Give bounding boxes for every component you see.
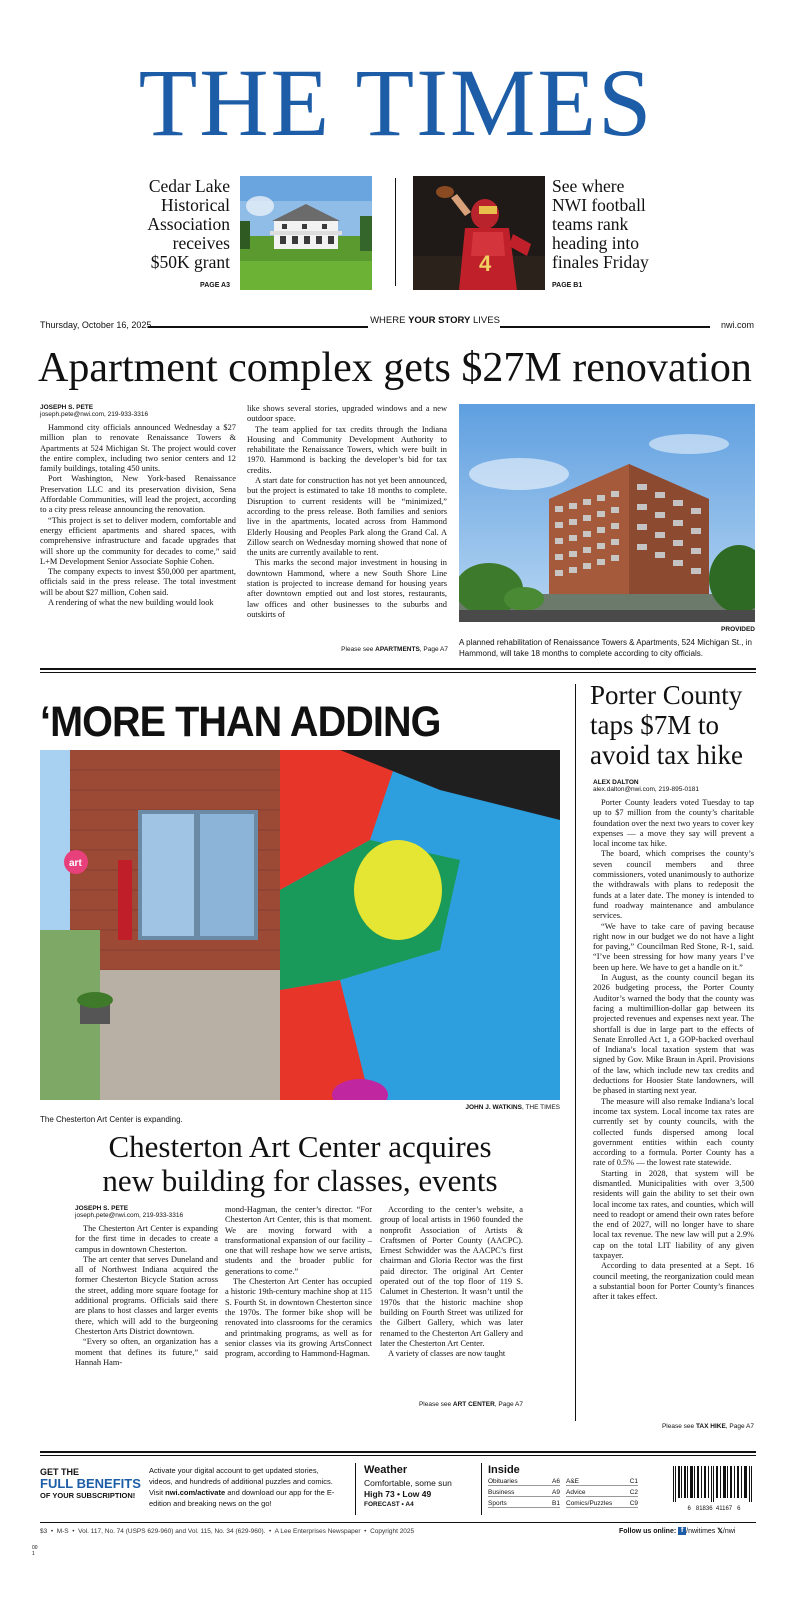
- paragraph: mond-Hagman, the center’s director. “For Chesterton Art Center, this is that moment. We are moving forward with a transformational expansion of our facility – one that will reshape how we serve artists, students and the broader public for generations to come.”: [225, 1205, 372, 1276]
- art-sign-text: art: [69, 858, 82, 869]
- paragraph: The Chesterton Art Center is expanding for the first time in decades to create a campus in downtown Chesterton.: [75, 1224, 218, 1254]
- story2-byline: [75, 1205, 183, 1219]
- credit-name: JOHN J. WATKINS: [465, 1104, 522, 1111]
- story3-headline[interactable]: [590, 680, 760, 770]
- x-handle: /nwi: [722, 1528, 736, 1535]
- paragraph: In August, as the county council began its 2026 budgeting process, the Porter County Auditor’s warned the body that the county was facing a multimillion-dollar gap between its projected revenues and expenses next year. The shortfall is due in large part to the effects of Senate Enrolled Act 1, a GOP-backed overhaul of Indiana’s local taxation system that was signed by Gov. Mike Braun in April. Provisions of the law, which include new tax credits and deductions for Hoosier State landowners, will be phased in starting next year.: [593, 973, 754, 1096]
- byline-email[interactable]: alex.dalton@nwi.com, 219-895-0181: [593, 786, 699, 793]
- paragraph: According to the center’s website, a group of local artists in 1960 founded the nonprofit Association of Artists & Craftsmen of Porter County (AACPC). Ernest Schwidder was the AACPC’s first chairman and Gloria Rector was the first paid director. The original Art Center operated out of the top floor of 119 S. Calumet in Chesterton. It wasn’t until the 1970s that the historic machine shop building on Fourth Street was utilized for the Gilbert Gallery, which was later renamed to the Chesterton Art Gallery and later the Chesterton Art Center.: [380, 1205, 523, 1348]
- headline-line: Porter County: [590, 680, 743, 710]
- teaser-right-line: See where: [552, 176, 625, 196]
- teaser-left-line: Historical: [160, 195, 230, 215]
- inside-item[interactable]: [488, 1478, 560, 1486]
- promo-full: FULL BENEFITS: [40, 1476, 141, 1491]
- story1-caption: A planned rehabilitation of Renaissance Towers & Apartments, 524 Michigan St., in Hammond, will take 18 months to complete according to city officials.: [459, 638, 752, 658]
- byline-name: ALEX DALTON: [593, 779, 639, 786]
- footer-rule: [40, 1451, 756, 1453]
- follow-label: Follow us online:: [619, 1528, 677, 1535]
- jump-post: , Page A7: [494, 1401, 523, 1408]
- promo-link[interactable]: nwi.com/activate: [165, 1488, 226, 1497]
- paragraph: “Every so often, an organization has a moment that defines its future,” said Hannah Ham-: [75, 1337, 218, 1367]
- paragraph: “This project is set to deliver modern, comfortable and energy efficient apartments and shared spaces, with comprehensive infrastructure and facade upgrades that will shore up the community for decades to come,” said L+M Development Senior Associate Sophie Cohen.: [40, 515, 236, 566]
- paragraph: A variety of classes are now taught: [388, 1349, 506, 1359]
- tagline-pre: WHERE: [370, 315, 409, 326]
- promo-text: [149, 1465, 339, 1509]
- paragraph: Porter County leaders voted Tuesday to tap up to $7 million from the county’s charitable foundation over the next two years to cover key expenses — a move they say will prevent a local income tax hike.: [593, 798, 754, 849]
- headline-line: new building for classes, events: [102, 1163, 498, 1198]
- facebook-link[interactable]: [678, 1528, 715, 1535]
- promo-get: GET THE: [40, 1467, 80, 1477]
- paragraph: The board, which comprises the county’s seven council members and three commissioners, voted unanimously to authorize the withdrawals with plans to redeposit the funds at a later date. The money is intended to fund roadway maintenance and ambulance services.: [593, 849, 754, 921]
- byline-email[interactable]: joseph.pete@nwi.com, 219-933-3316: [75, 1212, 184, 1219]
- story2-caption: The Chesterton Art Center is expanding.: [40, 1115, 183, 1124]
- paragraph: “We have to take care of paving because right now in our budget we do not have a light for paving,” Councilman Red Stone, R-1, said. “I’ve been stressing for how many years I’ve been up here. We have to get a handle on it.”: [593, 921, 754, 972]
- jump-pre: Please see: [341, 646, 376, 653]
- paragraph: like shows several stories, upgraded windows and a new outdoor space.: [247, 404, 447, 424]
- mural-building-photo: [40, 750, 560, 1100]
- teaser-left-line: Association: [147, 214, 230, 234]
- barcode-digits: 6 81836 41167 6: [687, 1506, 741, 1512]
- jump-pre: Please see: [661, 1423, 696, 1430]
- site-url[interactable]: nwi.com: [720, 320, 754, 330]
- inside-title: Inside: [488, 1464, 520, 1476]
- historic-house-image: [240, 176, 372, 290]
- inside-item-name: A&E: [566, 1478, 580, 1485]
- apartment-building-rendering: [459, 404, 755, 622]
- promo-text-post: and download our app for the E-edition and breaking news on the go!: [149, 1488, 335, 1508]
- jump-post: , Page A7: [725, 1423, 754, 1430]
- teaser-left-headline[interactable]: [140, 177, 230, 272]
- football-player-image: [413, 176, 545, 290]
- inside-item-name: Sports: [488, 1500, 507, 1507]
- inside-item-page: C1: [629, 1478, 638, 1485]
- inside-item-name: Advice: [566, 1489, 586, 1496]
- footer-divider: [481, 1463, 482, 1515]
- column-divider: [575, 684, 576, 1421]
- inside-item[interactable]: [566, 1489, 638, 1497]
- byline-email[interactable]: joseph.pete@nwi.com, 219-933-3316: [40, 411, 149, 418]
- paragraph: Starting in 2028, that system will be dismantled. Municipalities with over 3,500 residents will gain the ability to set their own local income tax rates, and counties, which will need to readopt or amend their own rates before the end of 2027, will no longer have to share local tax revenue. The new law will put a 2.9% cap on the total LIT liability of any given taxpayer.: [593, 1168, 754, 1261]
- story2-column-1: [75, 1224, 218, 1368]
- paragraph: This marks the second major investment in housing in downtown Hammond, where a new South Shore Line station is projected to increase demand for housing years after downtown emptied out and lost stores, restaurants, law offices and other businesses to the suburbs and outskirts of: [247, 558, 447, 619]
- inside-item-name: Obituaries: [488, 1478, 518, 1485]
- story3-byline: [593, 779, 699, 793]
- teaser-left-line: $50K grant: [150, 252, 230, 272]
- x-link[interactable]: [717, 1528, 735, 1535]
- facebook-handle: /nwitimes: [686, 1528, 716, 1535]
- corner-code-line: 00: [32, 1545, 38, 1551]
- inside-item-page: A6: [552, 1478, 560, 1485]
- teaser-left-photo[interactable]: [240, 176, 372, 290]
- paragraph: The Chesterton Art Center has occupied a historic 19th-century machine shop at 115 S. Fourth St. in downtown Chesterton since the 1970s. The former bike shop will be renovated into classrooms for the ceramics and printmaking programs, as well as for senior classes via its growing ArtsConnect program, according to Hammond-Hagman.: [225, 1277, 372, 1359]
- paragraph: The team applied for tax credits through the Indiana Housing and Community Development Authority to rehabilitate the Renaissance Towers, which were built in 1970. Hammond is backing the developer’s bid for tax credits.: [247, 424, 447, 475]
- inside-list: [488, 1478, 638, 1514]
- teaser-right-line: teams rank: [552, 214, 629, 234]
- jump-post: , Page A7: [419, 646, 448, 653]
- issue-info: $3 • M-S • Vol. 117, No. 74 (USPS 629-960) and Vol. 115, No. 34 (629-960). • A Lee Enterprises Newspaper • Copyright 2025: [40, 1528, 415, 1535]
- weather-forecast: FORECAST • A4: [364, 1501, 414, 1508]
- inside-item-name: Comics/Puzzles: [566, 1500, 613, 1507]
- dateline-rule-left: [148, 326, 368, 328]
- jump-bold: TAX HIKE: [695, 1423, 726, 1430]
- promo-text-pre: Activate your digital account to get updated stories, videos, and hundreds of additional puzzles and comics. Visit: [149, 1466, 333, 1497]
- facebook-icon: f: [678, 1527, 686, 1535]
- dateline-rule-right: [500, 326, 710, 328]
- x-icon: 𝕏: [717, 1528, 723, 1535]
- date-text: Thursday, October 16, 2025: [40, 320, 152, 330]
- tagline-bold: YOUR STORY: [408, 315, 471, 326]
- story1-headline[interactable]: Apartment complex gets $27M renovation: [38, 345, 752, 391]
- inside-item-name: Business: [488, 1489, 515, 1496]
- byline-name: JOSEPH S. PETE: [40, 404, 94, 411]
- paragraph: A start date for construction has not yet been announced, but the project is estimated to take 18 months to complete. Disruption to current residents will be “minimized,” according to the press release. Both families and seniors live in the apartments, located across from Hammond Elderly Housing and Peoples Park along the Grand Cal. A Zillow search on Wednesday morning showed that none of the units are currently available to rent.: [247, 476, 447, 558]
- story1-photo[interactable]: [459, 404, 755, 622]
- inside-item-page: B1: [552, 1500, 560, 1507]
- weather-title: Weather: [364, 1464, 408, 1476]
- story3-body: [593, 798, 754, 1303]
- teaser-right-page: PAGE B1: [552, 282, 583, 289]
- teaser-right-headline[interactable]: [552, 177, 662, 272]
- paragraph: According to data presented at a Sept. 16 council meeting, the reorganization could mean a substantial boon for Porter County’s finances after it takes effect.: [593, 1261, 754, 1302]
- teaser-right-line: NWI football: [552, 195, 646, 215]
- barcode-icon: [671, 1466, 757, 1502]
- masthead-title: THE TIMES: [138, 49, 654, 156]
- story2-headline[interactable]: [40, 1130, 560, 1198]
- section-rule: [40, 672, 756, 673]
- story2-column-2: [225, 1205, 372, 1359]
- headline-line: Chesterton Art Center acquires: [108, 1129, 492, 1164]
- inside-item-page: A9: [552, 1489, 560, 1496]
- story2-photo[interactable]: [40, 750, 560, 1100]
- headline-line: avoid tax hike: [590, 740, 743, 770]
- inside-item-page: C2: [629, 1489, 638, 1496]
- story2-kicker[interactable]: ‘MORE THAN ADDING: [40, 698, 441, 746]
- credit-org: , THE TIMES: [521, 1104, 560, 1111]
- teaser-right-line: finales Friday: [552, 252, 649, 272]
- inside-item[interactable]: [488, 1500, 560, 1508]
- corner-code: [32, 1545, 38, 1557]
- tagline: [370, 315, 500, 326]
- story1-byline: [40, 404, 148, 418]
- corner-code-line: 1: [32, 1551, 35, 1557]
- jump-pre: Please see: [418, 1401, 453, 1408]
- paragraph: The company expects to invest $50,000 per apartment, officials said in the press release. The total investment will be about $27 million, Cohen said.: [40, 567, 236, 597]
- story1-photo-credit: PROVIDED: [721, 626, 755, 633]
- footer-rule: [40, 1455, 756, 1456]
- masthead: [0, 49, 792, 156]
- svg-text:4: 4: [479, 251, 492, 276]
- byline-name: JOSEPH S. PETE: [75, 1205, 129, 1212]
- paragraph: Hammond city officials announced Wednesday a $27 million plan to renovate Renaissance Towers & Apartments at 524 Michigan St. The project would cover the entire complex, including two senior centers and 12 family buildings, totaling 450 units.: [40, 423, 236, 474]
- inside-item[interactable]: [566, 1500, 638, 1508]
- paragraph: The art center that serves Duneland and all of Northwest Indiana acquired the former Chesterton Bicycle Station across the street, adding more square footage for additional programs. Officials said there are plans to host classes and larger events there, which will add to the burgeoning Chesterton Arts District downtown.: [75, 1254, 218, 1336]
- teaser-left-page: PAGE A3: [200, 282, 230, 289]
- social-links: [619, 1527, 759, 1535]
- story1-column-1: [40, 423, 236, 608]
- teaser-divider: [395, 178, 396, 286]
- story3-jump[interactable]: [600, 1423, 754, 1430]
- inside-item[interactable]: [566, 1478, 638, 1486]
- teaser-left-line: Cedar Lake: [148, 176, 230, 196]
- story2-photo-credit: [400, 1104, 560, 1111]
- weather-box[interactable]: [364, 1464, 476, 1508]
- jump-bold: ART CENTER: [452, 1401, 495, 1408]
- headline-line: taps $7M to: [590, 710, 720, 740]
- story2-column-3: [380, 1205, 523, 1359]
- paragraph: Port Washington, New York-based Renaissance Preservation LLC and its preservation division, Sena Affordable Communities, will lead the project, according to a city press release announcing the renovation.: [40, 474, 236, 515]
- footer-divider: [355, 1463, 356, 1515]
- footer-rule-bottom: [40, 1522, 756, 1523]
- teaser-right-line: heading into: [552, 233, 639, 253]
- barcode: [671, 1466, 757, 1510]
- subscription-promo[interactable]: [40, 1467, 144, 1501]
- paragraph: A rendering of what the new building would look: [48, 598, 214, 608]
- teaser-right-photo[interactable]: [413, 176, 545, 290]
- weather-temps: High 73 • Low 49: [364, 1489, 432, 1499]
- dateline: [40, 315, 754, 334]
- section-rule: [40, 668, 756, 670]
- tagline-post: LIVES: [470, 315, 500, 326]
- promo-sub: OF YOUR SUBSCRIPTION!: [40, 1491, 136, 1500]
- jump-bold: APARTMENTS: [375, 646, 420, 653]
- weather-desc: Comfortable, some sun: [364, 1478, 452, 1488]
- teaser-left-line: receives: [172, 233, 230, 253]
- inside-item[interactable]: [488, 1489, 560, 1497]
- inside-index: [488, 1464, 638, 1476]
- paragraph: The measure will also remake Indiana’s local income tax system. Local income tax rates are currently set by county councils, with the collected funds dispersed among local government entities within each county according to a formula. Porter County has a rate of 0.5% — the lowest rate statewide.: [593, 1096, 754, 1168]
- story1-column-2: [247, 404, 447, 620]
- story2-jump[interactable]: [380, 1401, 523, 1408]
- story1-jump[interactable]: [330, 646, 448, 653]
- inside-item-page: C9: [629, 1500, 638, 1507]
